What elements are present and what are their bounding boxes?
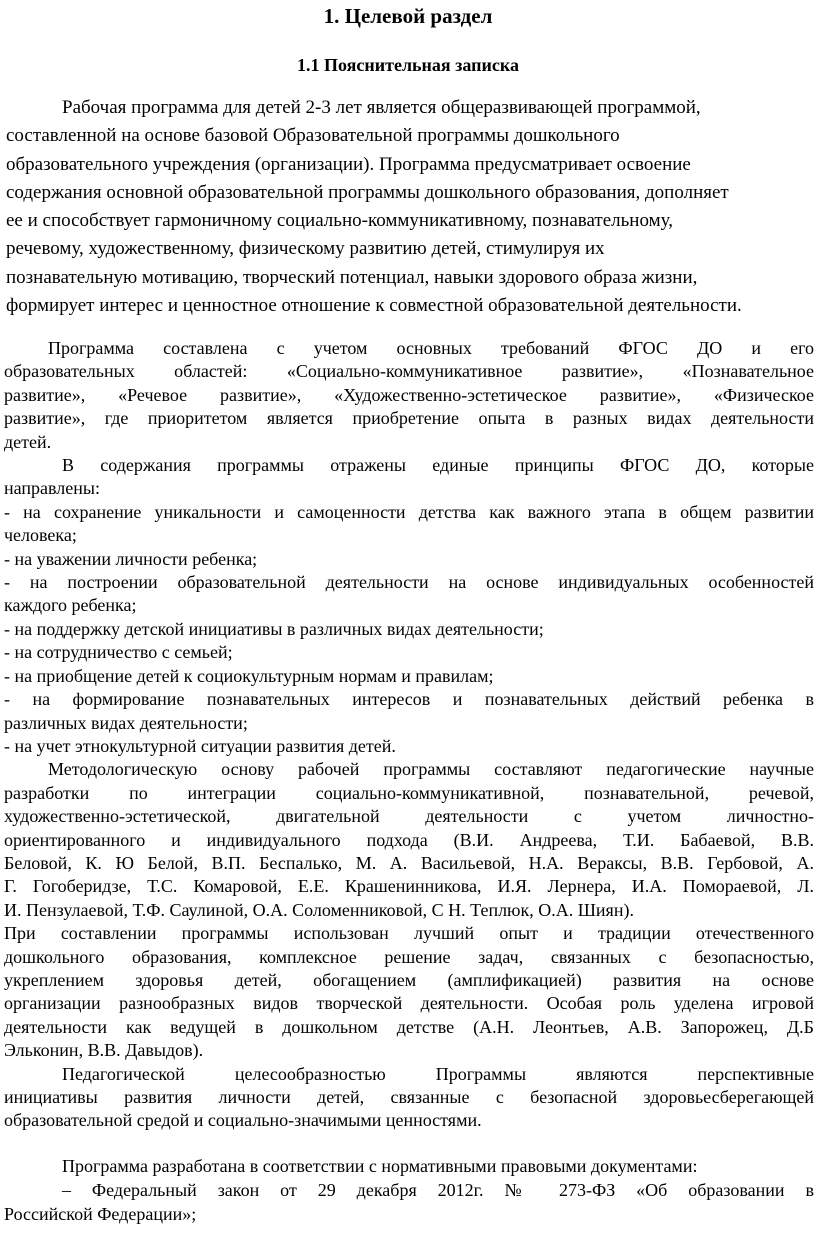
list-item: - на сохранение уникальности и самоценности детства как важного этапа в общем развитии (4, 501, 814, 522)
principles-list (4, 501, 814, 758)
list-item: человека; (4, 525, 77, 546)
text-line: инициативы развития личности детей, связанные с безопасной здоровьесберегающей (4, 1087, 814, 1107)
text-line: Педагогической целесообразностью Программы являются перспективные (62, 1063, 814, 1084)
text-line: Методологическую основу рабочей программы составляют педагогические научные (48, 759, 814, 780)
methodology-paragraph (4, 758, 814, 922)
list-item: - на сотрудничество с семьей; (4, 642, 233, 663)
text-line: содержания основной образовательной программы дошкольного образования, дополняет (6, 181, 729, 203)
expediency-paragraph (4, 1063, 814, 1133)
list-item: - на построении образовательной деятельности на основе индивидуальных особенностей (4, 572, 814, 593)
text-line: И. Пензулаевой, Т.Ф. Саулиной, О.А. Соломенниковой, С Н. Теплюк, О.А. Шиян). (4, 899, 634, 920)
text-line: Эльконин, В.В. Давыдов). (4, 1040, 204, 1061)
section-heading: 1. Целевой раздел (323, 4, 493, 28)
list-item: каждого ребенка; (4, 595, 137, 616)
list-item: – Федеральный закон от 29 декабря 2012г. № 273-ФЗ «Об образовании в (62, 1180, 814, 1200)
list-item: Российской Федерации»; (4, 1204, 197, 1224)
text-line: речевому, художественному, физическому развитию детей, стимулируя их (6, 238, 605, 260)
experience-paragraph (4, 922, 814, 1062)
text-line: образовательной средой и социально-значимыми ценностями. (4, 1110, 482, 1131)
text-line: Г. Гогоберидзе, Т.С. Комаровой, Е.Е. Крашенинникова, И.Я. Лернера, И.А. Помораевой, Л. (4, 876, 814, 897)
list-item: - на учет этнокультурной ситуации развития детей. (4, 735, 396, 756)
text-line: разработки по интеграции социально-коммуникативной, познавательной, речевой, (4, 782, 814, 803)
text-line: познавательную мотивацию, творческий потенциал, навыки здорового образа жизни, (6, 266, 698, 288)
text-line: детей. (4, 431, 52, 452)
text-line: образовательных областей: «Социально-коммуникативное развитие», «Познавательное (4, 361, 814, 382)
text-line: развитие», «Речевое развитие», «Художественно-эстетическое развитие», «Физическое (4, 384, 814, 405)
text-line: формирует интерес и ценностное отношение к совместной образовательной деятельности. (6, 295, 742, 317)
list-item: - на поддержку детской инициативы в различных видах деятельности; (4, 618, 544, 639)
list-item: различных видах деятельности; (4, 712, 248, 733)
text-line: образовательного учреждения (организации). Программа предусматривает освоение (6, 153, 691, 175)
principles-intro-paragraph (4, 454, 814, 501)
list-item: - на приобщение детей к социокультурным нормам и правилам; (4, 665, 494, 686)
text-line: деятельности как ведущей в дошкольном детстве (А.Н. Леонтьев, А.В. Запорожец, Д.Б (4, 1016, 814, 1037)
text-line: Беловой, К. Ю Белой, В.П. Беспалько, М. А. Васильевой, Н.А. Вераксы, В.В. Гербовой, А. (4, 852, 814, 873)
text-line: укреплением здоровья детей, обогащением (амплификацией) развития на основе (4, 969, 814, 990)
text-line: дошкольного образования, комплексное решение задач, связанных с безопасностью, (4, 946, 814, 967)
intro-paragraph (6, 94, 814, 320)
text-line: В содержания программы отражены единые принципы ФГОС ДО, которые (62, 455, 814, 476)
text-line: Программа составлена с учетом основных требований ФГОС ДО и его (48, 338, 814, 358)
text-line: составленной на основе базовой Образовательной программы дошкольного (6, 125, 620, 147)
list-item: - на уважении личности ребенка; (4, 548, 258, 569)
text-line: При составлении программы использован лучший опыт и традиции отечественного (4, 923, 814, 944)
text-line: развитие», где приоритетом является приобретение опыта в разных видах деятельности (4, 408, 814, 429)
text-line: художественно-эстетической, двигательной деятельности с учетом личностно- (4, 806, 814, 827)
text-line: ориентированного и индивидуального подхода (В.И. Андреева, Т.И. Бабаевой, В.В. (4, 829, 814, 850)
subsection-heading: 1.1 Пояснительная записка (296, 55, 519, 75)
text-line: направлены: (4, 478, 100, 499)
document-body (4, 337, 814, 1133)
program-areas-paragraph (4, 337, 814, 454)
text-line: организации разнообразных видов творческой деятельности. Особая роль уделена игровой (4, 993, 814, 1014)
documents-intro: Программа разработана в соответствии с нормативными правовыми документами: (62, 1156, 698, 1176)
list-item: - на формирование познавательных интересов и познавательных действий ребенка в (4, 689, 814, 710)
text-line: ее и способствует гармоничному социально-коммуникативному, познавательному, (6, 210, 673, 232)
text-line: Рабочая программа для детей 2-3 лет является общеразвивающей программой, (62, 97, 701, 118)
documents-section (4, 1154, 814, 1226)
